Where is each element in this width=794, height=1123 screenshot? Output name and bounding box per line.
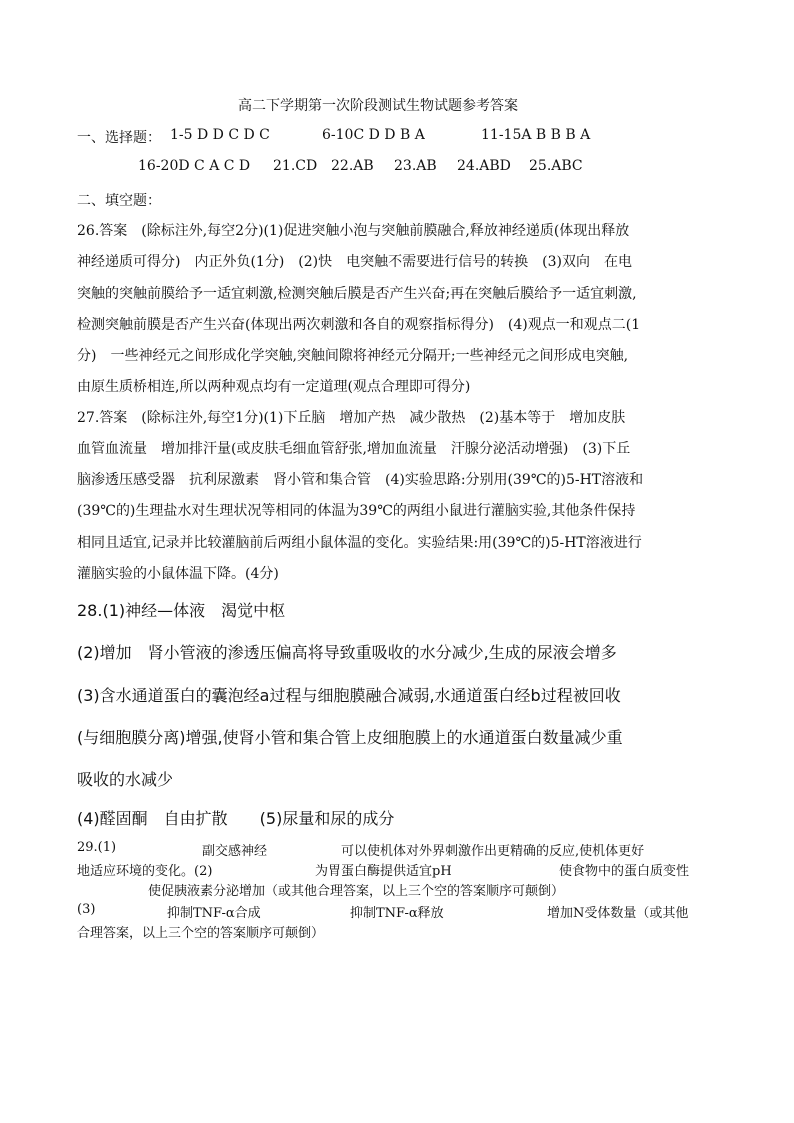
answer-27-line: 血管血流量 增加排汗量(或皮肤毛细血管舒张,增加血流量 汗腺分泌活动增强) (3)下丘 [77, 441, 631, 457]
choice-answer-25: 25.ABC [529, 158, 583, 174]
choice-answer-23: 23.AB [394, 158, 437, 174]
choice-answers-1-5: 1-5 D D C D C [170, 127, 270, 143]
answer-29-part: 地适应环境的变化。(2) [77, 864, 213, 879]
answer-26-line: 26.答案 (除标注外,每空2分)(1)促进突触小泡与突触前膜融合,释放神经递质(体现出释放 [77, 223, 630, 239]
answer-28-line: (2)增加 肾小管液的渗透压偏高将导致重吸收的水分减少,生成的尿液会增多 [77, 643, 617, 662]
choice-answer-21: 21.CD [273, 158, 318, 174]
fill-in-heading: 二、填空题： [77, 193, 161, 209]
choice-answer-22: 22.AB [331, 158, 374, 174]
answer-29-blank: 可以使机体对外界刺激作出更精确的反应,使机体更好 [341, 844, 645, 859]
answer-28-line: (4)醛固酮 自由扩散 (5)尿量和尿的成分 [77, 809, 395, 828]
answer-27-line: 灌脑实验的小鼠体温下降。(4分) [77, 566, 279, 582]
answer-28-line: 28.(1)神经—体液 渴觉中枢 [77, 601, 286, 620]
answer-29-line [77, 860, 717, 878]
choice-answers-11-15: 11-15A B B B A [481, 127, 591, 143]
answer-26-line: 分) 一些神经元之间形成化学突触,突触间隙将神经元分隔开;一些神经元之间形成电突触, [77, 348, 629, 364]
page-title: 高二下学期第一次阶段测试生物试题参考答案 [238, 98, 518, 114]
answer-29-line: 合理答案，以上三个空的答案顺序可颠倒） [77, 926, 325, 941]
answer-27-line: 相同且适宜,记录并比较灌脑前后两组小鼠体温的变化。实验结果:用(39℃的)5-HT溶液进行 [77, 535, 642, 551]
answer-29-part: (3) [77, 902, 96, 917]
answer-26-line: 由原生质桥相连,所以两种观点均有一定道理(观点合理即可得分) [77, 379, 471, 395]
answer-28-line: (3)含水通道蛋白的囊泡经a过程与细胞膜融合减弱,水通道蛋白经b过程被回收 [77, 686, 621, 705]
answer-26-line: 神经递质可得分) 内正外负(1分) (2)快 电突触不需要进行信号的转换 (3)双向 在电 [77, 254, 632, 270]
answer-29-line: 使促胰液素分泌增加（或其他合理答案，以上三个空的答案顺序可颠倒） [148, 884, 565, 899]
answer-28-line: (与细胞膜分离)增强,使肾小管和集合管上皮细胞膜上的水通道蛋白数量减少重 [77, 728, 623, 747]
answer-29-blank: 为胃蛋白酶提供适宜pH [315, 864, 452, 879]
choice-heading: 一、选择题： [77, 130, 161, 146]
choice-answer-24: 24.ABD [457, 158, 511, 174]
choice-answers-6-10: 6-10C D D B A [322, 127, 425, 143]
answer-27-line: (39℃的)生理盐水对生理状况等相同的体温为39℃的两组小鼠进行灌脑实验,其他条件保持 [77, 503, 636, 519]
answer-29-blank: 使食物中的蛋白质变性 [559, 864, 690, 879]
answer-29-line [77, 902, 717, 920]
choice-answers-16-20: 16-20D C A C D [138, 158, 251, 174]
answer-27-line: 脑渗透压感受器 抗利尿激素 肾小管和集合管 (4)实验思路:分别用(39℃的)5-HT溶液和 [77, 472, 644, 488]
answer-28-line: 吸收的水减少 [77, 770, 174, 789]
answer-29-blank: 抑制TNF-α释放 [350, 906, 444, 921]
answer-29-blank: 抑制TNF-α合成 [167, 906, 261, 921]
answer-29-line [77, 840, 717, 858]
answer-27-line: 27.答案 (除标注外,每空1分)(1)下丘脑 增加产热 减少散热 (2)基本等于 增加皮肤 [77, 410, 626, 426]
answer-26-line: 检测突触前膜是否产生兴奋(体现出两次刺激和各自的观察指标得分) (4)观点一和观点二(1 [77, 317, 641, 333]
answer-26-line: 突触的突触前膜给予一适宜刺激,检测突触后膜是否产生兴奋;再在突触后膜给予一适宜刺激, [77, 286, 637, 302]
answer-29-blank: 增加N受体数量（或其他 [547, 906, 689, 921]
answer-29-part: 29.(1) [77, 840, 117, 855]
answer-29-blank: 副交感神经 [202, 844, 268, 859]
